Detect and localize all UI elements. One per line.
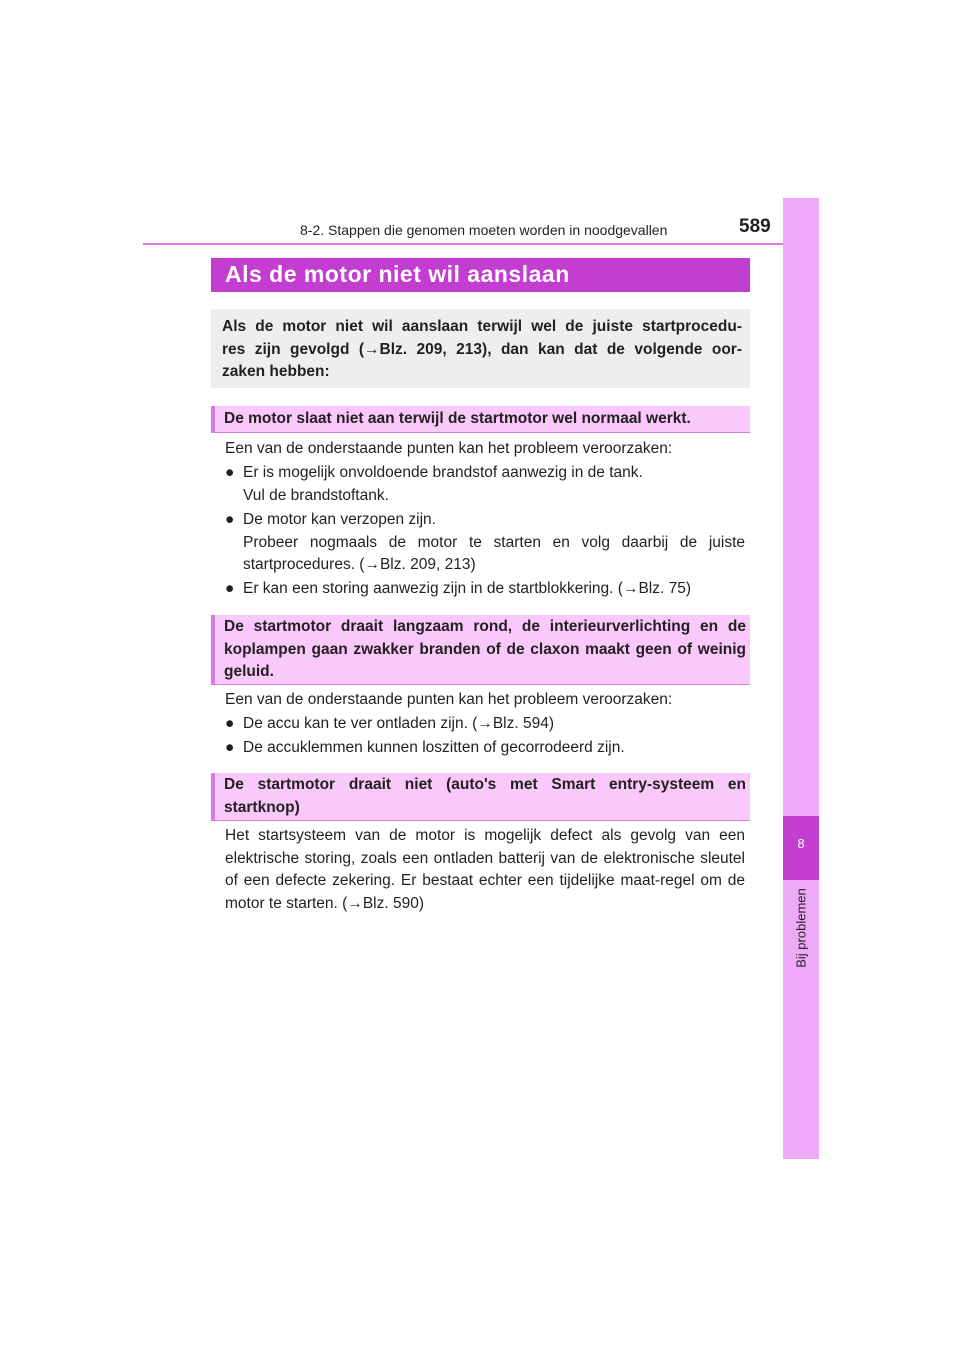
list-item: ● De accu kan te ver ontladen zijn. (→Blz. 594) — [225, 713, 745, 737]
bullet-icon: ● — [225, 580, 235, 597]
list-item: ● De accuklemmen kunnen loszitten of gecorrodeerd zijn. — [225, 737, 745, 761]
chapter-number: 8 — [797, 836, 805, 851]
bullet-icon: ● — [225, 739, 235, 756]
subheading-3: De startmotor draait niet (auto's met Smart entry-systeem en startknop) — [211, 773, 750, 821]
section-title-bar — [211, 258, 750, 292]
bullet-icon: ● — [225, 715, 235, 732]
subheading-2: De startmotor draait langzaam rond, de interieurverlichting en de koplampen gaan zwakker branden of de claxon maakt geen of weinig geluid. — [211, 615, 750, 685]
section-title: Als de motor niet wil aanslaan — [225, 261, 570, 287]
intro-text: Als de motor niet wil aanslaan terwijl wel de juiste startprocedu- res zijn gevolgd (→Blz. 209, 213), dan kan dat de volgende oor- zaken hebben: — [222, 318, 742, 380]
chapter-side-tab — [783, 198, 819, 1159]
lead-text-1: Een van de onderstaande punten kan het probleem veroorzaken: — [225, 440, 673, 457]
page-number: 589 — [739, 216, 771, 237]
subheading-1: De motor slaat niet aan terwijl de startmotor wel normaal werkt. — [211, 406, 750, 433]
intro-box — [211, 309, 750, 388]
lead-text-2: Een van de onderstaande punten kan het probleem veroorzaken: — [225, 691, 673, 708]
list-item: ● Er kan een storing aanwezig zijn in de startblokkering. (→Blz. 75) — [225, 578, 745, 602]
bullet-icon: ● — [225, 464, 235, 481]
list-item: ● De motor kan verzopen zijn. Probeer nogmaals de motor te starten en volg daarbij de juiste startprocedures. (→Blz. 209, 213) — [225, 511, 745, 573]
chapter-label: Bij problemen — [793, 888, 809, 968]
body-paragraph: Het startsysteem van de motor is mogelijk defect als gevolg van een elektrische storing, zoals een ontladen batterij van de elektronische sleutel of een defecte zekering. Er bestaat echter een tijdelijke maat-regel om de motor te starten. (→Blz. 590) — [225, 827, 745, 912]
list-item: ● Er is mogelijk onvoldoende brandstof aanwezig in de tank. Vul de brandstoftank. — [225, 464, 643, 504]
header-rule — [143, 243, 819, 245]
page-header-section: 8-2. Stappen die genomen moeten worden in noodgevallen — [300, 222, 668, 238]
bullet-icon: ● — [225, 511, 235, 528]
